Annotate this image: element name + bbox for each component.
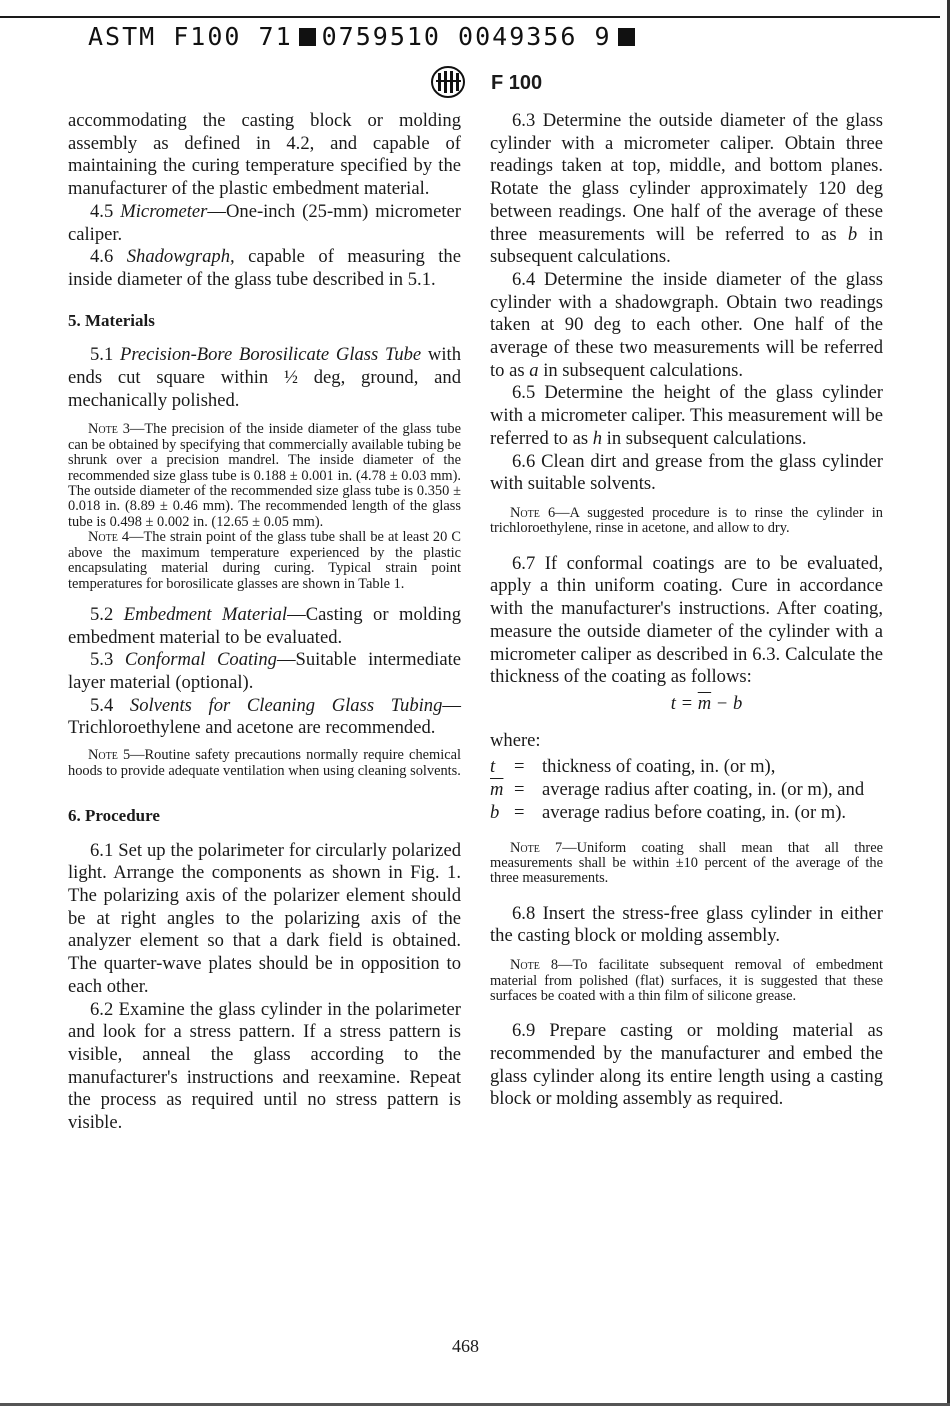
paragraph-5-4: 5.4 Solvents for Cleaning Glass Tubing—Trichloroethylene and acetone are recommended. (68, 694, 461, 739)
designation-label: F 100 (491, 72, 543, 94)
black-block-icon (299, 28, 316, 46)
paragraph-6-4: 6.4 Determine the inside diameter of the glass cylinder with a shadowgraph. Obtain two readings taken at 90 deg to each other. One half of the average of these two measurements will be referred to as a in subsequent calculations. (490, 268, 883, 381)
document-id-part1: ASTM F100 71 (88, 22, 293, 51)
astm-logo-icon (430, 66, 466, 98)
thickness-formula: $t = \overline{m} - b$ (670, 692, 743, 714)
section-heading-materials: 5. Materials (68, 310, 155, 330)
paragraph-5-2: 5.2 Embedment Material—Casting or molding embedment material to be evaluated. (68, 603, 461, 648)
paragraph-4-4-continued: accommodating the casting block or molding assembly as defined in 4.2, and capable of maintaining the curing temperature specified by the manufacturer of the plastic embedment material. (68, 110, 461, 200)
where-label: where: (490, 729, 541, 751)
paragraph-4-5: 4.5 Micrometer—One-inch (25-mm) micrometer caliper. (68, 200, 461, 245)
paragraph-6-9: 6.9 Prepare casting or molding material as recommended by the manufacturer and embed the glass cylinder along its entire length using a casting block or molding assembly as required. (490, 1020, 883, 1110)
where-row-m: $\overline{m}$ = average radius after coating, in. (or m), and (490, 779, 865, 801)
term-glass-tube: Precision-Bore Borosilicate Glass Tube (120, 344, 422, 366)
paragraph-6-8: 6.8 Insert the stress-free glass cylinder in either the casting block or molding assembly. (490, 902, 883, 947)
note-6: Note 6—A suggested procedure is to rinse the cylinder in trichloroethylene, rinse in acetone, and allow to dry. (490, 504, 883, 537)
paragraph-5-1: 5.1 Precision-Bore Borosilicate Glass Tube with ends cut square within ½ deg, ground, and mechanically polished. (68, 344, 461, 411)
paragraph-6-2: 6.2 Examine the glass cylinder in the polarimeter and look for a stress pattern. If a stress pattern is visible, anneal the glass according to the manufacturer's instructions and reexamine. Repeat the process as required until no stress pattern is visible. (68, 998, 461, 1134)
document-id-header (88, 22, 641, 51)
term-embedment-material: Embedment Material (123, 603, 288, 625)
paragraph-6-1: 6.1 Set up the polarimeter for circularly polarized light. Arrange the components as shown in Fig. 1. The polarizing axis of the polarizer element should be at right angles to the polarizing axis of the analyzer element so that a dark field is obtained. The quarter-wave plates should be in opposition to each other. (68, 839, 461, 997)
paragraph-6-3: 6.3 Determine the outside diameter of the glass cylinder with a micrometer caliper. Obtain three readings taken at top, middle, and bottom planes. Rotate the glass cylinder approximately 120 deg between readings. One half of the average of these three measurements will be referred to as b in subsequent calculations. (490, 110, 883, 268)
paragraph-6-7: 6.7 If conformal coatings are to be evaluated, apply a thin uniform coating. Cure in accordance with the manufacturer's instructions. After coating, measure the outside diameter of the cylinder with a micrometer caliper as described in 6.3. Calculate the thickness of the coating as follows: (490, 552, 883, 688)
right-column (490, 110, 883, 1111)
paragraph-6-6: 6.6 Clean dirt and grease from the glass cylinder with suitable solvents. (490, 450, 883, 495)
paragraph-5-3: 5.3 Conformal Coating—Suitable intermediate layer material (optional). (68, 649, 461, 694)
where-row-b: b = average radius before coating, in. (or m). (490, 801, 847, 823)
term-conformal-coating: Conformal Coating (124, 649, 277, 671)
page-number: 468 (452, 1336, 479, 1356)
black-block-icon (618, 28, 635, 46)
top-rule (0, 16, 940, 18)
note-7: Note 7—Uniform coating shall mean that all three measurements shall be within ±10 percent of the average of the three measurements. (490, 839, 884, 887)
where-row-t: t = thickness of coating, in. (or m), (490, 756, 776, 778)
note-3: Note 3—The precision of the inside diameter of the glass tube can be obtained by specifying that commercially available tubing be shrunk over a precision mandrel. The inside diameter of the recommended size glass tube is 0.188 ± 0.001 in. (4.78 ± 0.03 mm). The outside diameter of the recommended size glass tube is 0.350 ± 0.018 in. (8.89 ± 0.46 mm). The recommended length of the glass tube is 0.498 ± 0.002 in. (12.65 ± 0.05 mm). (68, 421, 461, 530)
paragraph-4-6: 4.6 Shadowgraph, capable of measuring the inside diameter of the glass tube described in 5.1. (68, 246, 461, 290)
note-5: Note 5—Routine safety precautions normally require chemical hoods to provide adequate ventilation when using cleaning solvents. (68, 747, 461, 779)
left-column (68, 110, 461, 1135)
term-micrometer: Micrometer (120, 200, 208, 222)
term-solvents: Solvents for Cleaning Glass Tubing (129, 694, 443, 716)
document-id-part2: 0759510 0049356 9 (321, 22, 612, 51)
note-8: Note 8—To facilitate subsequent removal of embedment material from polished (flat) surfaces, it is suggested that these surfaces be coated with a thin film of silicone grease. (490, 957, 884, 1004)
paragraph-6-5: 6.5 Determine the height of the glass cylinder with a micrometer caliper. This measurement will be referred to as h in subsequent calculations. (490, 382, 883, 449)
term-shadowgraph: Shadowgraph, (126, 246, 235, 268)
note-4: Note 4—The strain point of the glass tube shall be at least 20 C above the maximum temperature experienced by the plastic encapsulating material during curing. Typical strain point temperatures for borosilicate glasses are shown in Table 1. (68, 529, 462, 592)
section-heading-procedure: 6. Procedure (68, 805, 160, 825)
